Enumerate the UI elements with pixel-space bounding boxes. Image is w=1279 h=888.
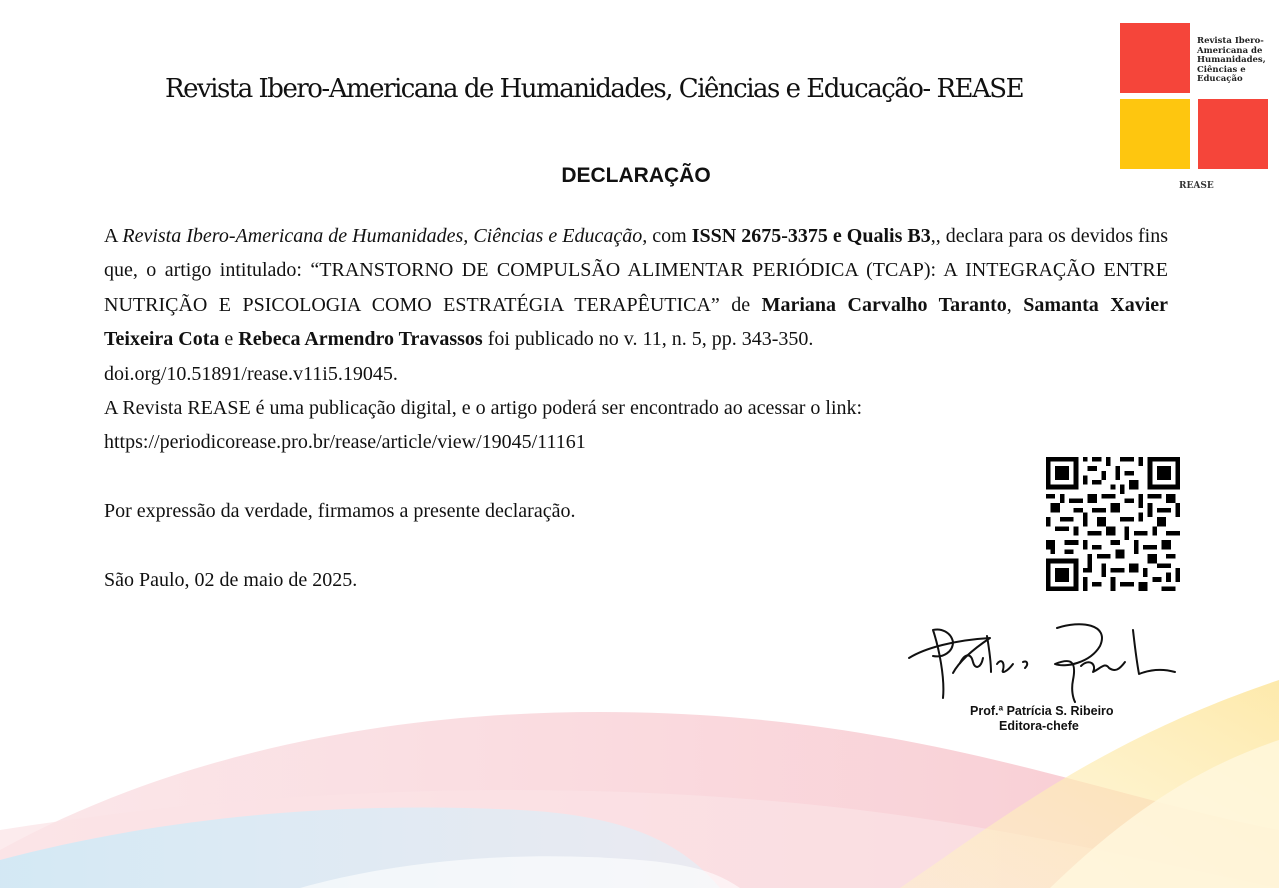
signatory-name: Prof.ª Patrícia S. Ribeiro: [970, 704, 1114, 718]
author-separator: ,: [1006, 293, 1024, 316]
declaration-paragraph: [104, 219, 1168, 357]
place-date: São Paulo, 02 de maio de 2025.: [104, 569, 358, 592]
signatory-role: Editora-chefe: [999, 719, 1079, 733]
digital-note: A Revista REASE é uma publicação digital, e o artigo poderá ser encontrado ao acessar o link:: [104, 397, 863, 420]
issn-qualis: ISSN 2675-3375 e Qualis B3: [691, 225, 931, 247]
doi-line: doi.org/10.51891/rease.v11i5.19045.: [104, 362, 398, 385]
author-1: Mariana Carvalho Taranto: [761, 293, 1007, 316]
declaration-body: [104, 219, 1168, 597]
declaration-heading: DECLARAÇÃO: [561, 164, 711, 187]
qr-code[interactable]: [1046, 457, 1180, 591]
journal-header-title: Revista Ibero-Americana de Humanidades, Ciências e Educação- REASE: [165, 74, 1024, 104]
article-link[interactable]: https://periodicorease.pro.br/rease/article/view/19045/11161: [104, 431, 586, 454]
editor-signature: [905, 618, 1180, 704]
published-text: foi publicado no v. 11, n. 5, pp. 343-350.: [482, 328, 814, 351]
author-3: Rebeca Armendro Travassos: [238, 328, 483, 351]
with-text: com: [647, 225, 692, 247]
logo-yellow-square: [1120, 99, 1190, 169]
logo-red-square: [1120, 23, 1190, 93]
declares-text: ,, declara para os devidos fins que, o artigo intitulado: “TRANSTORNO DE COMPULSÃO ALIMENTAR PERIÓDICA (TCAP): A INTEGRAÇÃO ENTRE NUTRIÇÃO E PSICOLOGIA COMO ESTRATÉGIA TERAPÊUTICA” de: [104, 225, 1168, 316]
intro-prefix: A: [104, 225, 123, 247]
logo-red-square-2: [1198, 99, 1268, 169]
journal-name: Revista Ibero-Americana de Humanidades, Ciências e Educação,: [122, 225, 648, 247]
author-2: Samanta Xavier Teixeira Cota: [104, 293, 1169, 351]
author-separator-2: e: [219, 328, 239, 351]
truth-statement: Por expressão da verdade, firmamos a presente declaração.: [104, 500, 576, 523]
logo-label: REASE: [1179, 181, 1214, 191]
logo-text: Revista Ibero-Americana de Humanidades, Ciências e Educação: [1197, 36, 1266, 84]
